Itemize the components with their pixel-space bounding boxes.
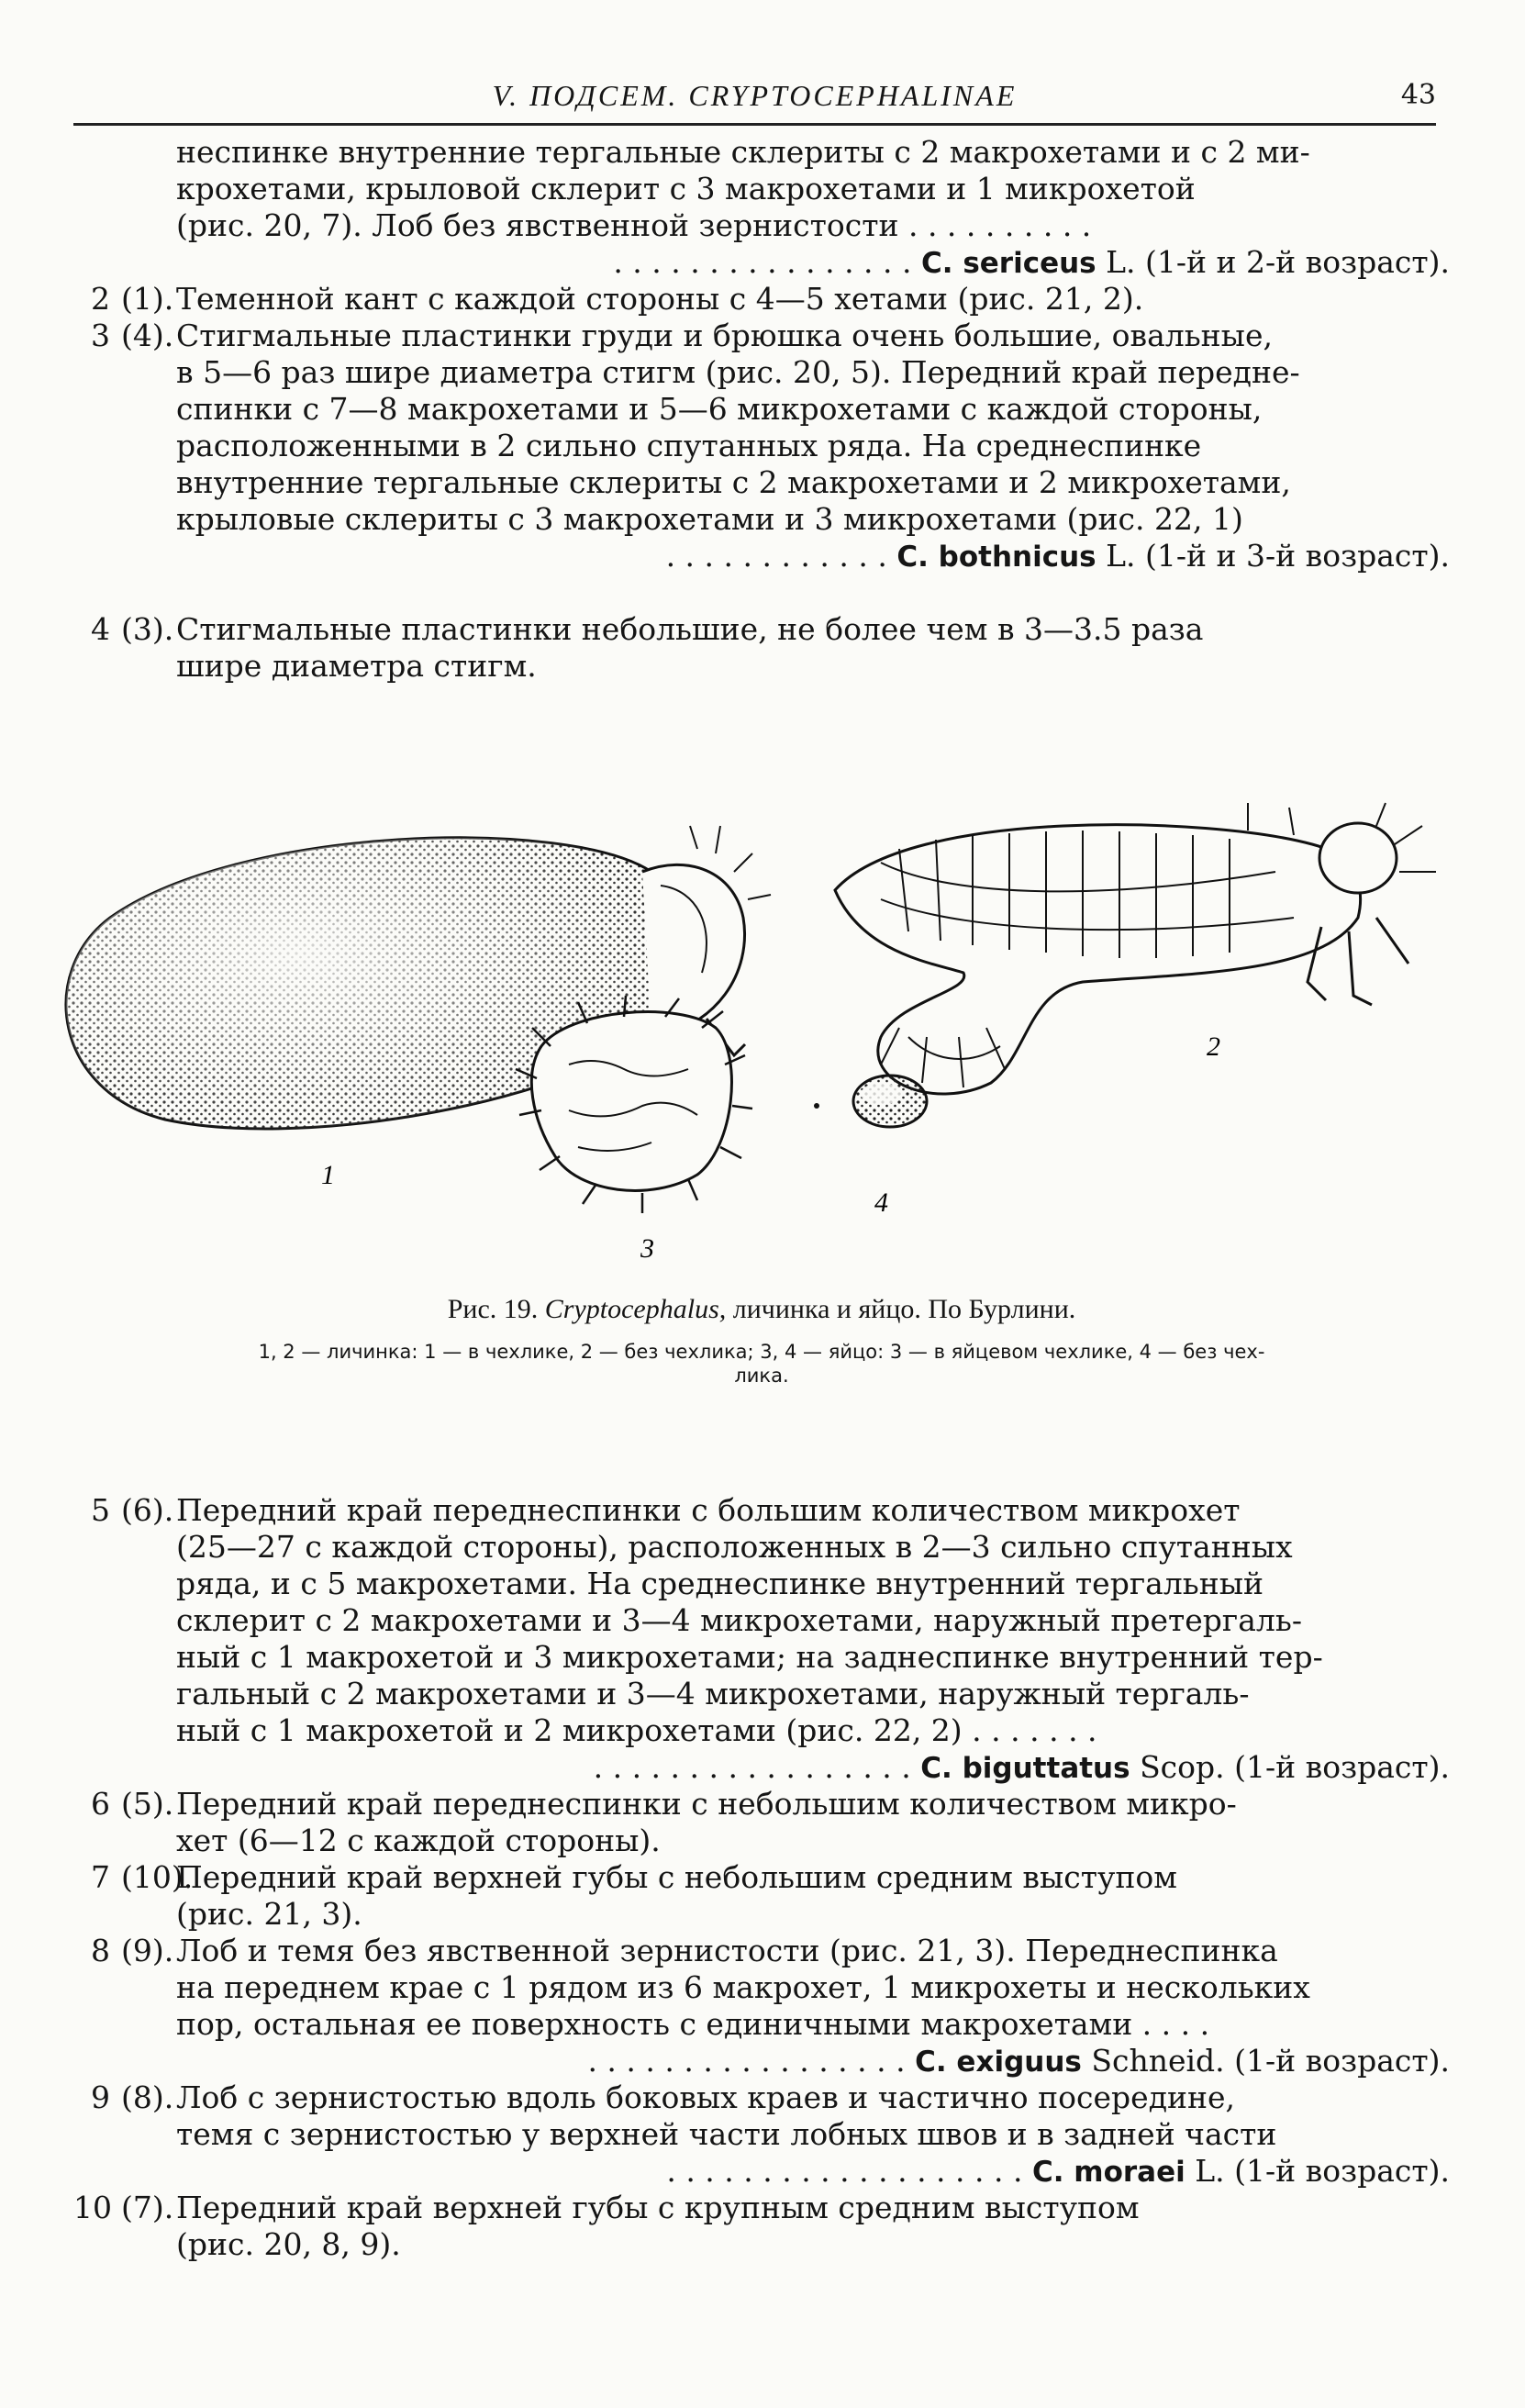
- entry-line: Передний край переднеспинки с небольшим количеством микро-: [176, 1786, 1237, 1822]
- entry-number: 4: [91, 611, 110, 647]
- entry-reference: (10).: [121, 1859, 194, 1895]
- legend-line: 1, 2 — личинка: 1 — в чехлике, 2 — без чехлика; 3, 4 — яйцо: 3 — в яйцевом чехлике, 4 — без чех-: [258, 1341, 1265, 1363]
- species-name: C. biguttatus: [920, 1752, 1130, 1785]
- entry-number: 6: [91, 1786, 110, 1822]
- entry-line: ный с 1 макрохетой и 3 микрохетами; на заднеспинке внутренний тер-: [176, 1639, 1323, 1675]
- entry-line: темя с зернистостью у верхней части лобных швов и в задней части: [176, 2116, 1277, 2152]
- figure-label-3: 3: [640, 1233, 654, 1264]
- figure-legend: [73, 1340, 1450, 1388]
- entry-reference: (7).: [121, 2190, 174, 2225]
- egg-drawing: [814, 1076, 927, 1127]
- entry-line: Передний край переднеспинки с большим количеством микрохет: [176, 1492, 1241, 1528]
- figure-label-1: 1: [321, 1160, 335, 1190]
- entry-reference: (6).: [121, 1492, 174, 1528]
- legend-line: лика.: [734, 1365, 789, 1387]
- entry-number: 10: [73, 2190, 112, 2225]
- entry-reference: (4).: [121, 318, 174, 353]
- entry-line: Стигмальные пластинки груди и брюшка очень большие, овальные,: [176, 318, 1273, 353]
- entry-number: 7: [91, 1859, 110, 1895]
- entry-line: (рис. 21, 3).: [176, 1896, 362, 1932]
- entry-line: ный с 1 макрохетой и 2 микрохетами (рис. 22, 2) . . . . . . .: [176, 1712, 1097, 1748]
- key-entry-8: [73, 1933, 1450, 2080]
- species-name: C. moraei: [1031, 2156, 1185, 2189]
- entry-line: крохетами, крыловой склерит с 3 макрохетами и 1 микрохетой: [176, 171, 1196, 206]
- key-entry-10: [73, 2190, 1450, 2263]
- figure-label-4: 4: [874, 1187, 888, 1218]
- leader-dots: . . . . . . . . . . . . . . . . . . .: [666, 2153, 1023, 2189]
- entry-reference: (3).: [121, 611, 174, 647]
- entry-line: Теменной кант с каждой стороны с 4—5 хетами (рис. 21, 2).: [176, 281, 1144, 317]
- entry-number: 5: [91, 1492, 110, 1528]
- figure-19-illustration: [55, 762, 1468, 1276]
- entry-number: 3: [91, 318, 110, 353]
- entry-line: Лоб и темя без явственной зернистости (рис. 21, 3). Переднеспинка: [176, 1933, 1278, 1968]
- entry-line: Передний край верхней губы с небольшим средним выступом: [176, 1859, 1177, 1895]
- entry-reference: (5).: [121, 1786, 174, 1822]
- entry-line: в 5—6 раз шире диаметра стигм (рис. 20, 5). Передний край передне-: [176, 354, 1300, 390]
- key-entry-9: [73, 2079, 1450, 2191]
- caption-text: личинка и яйцо. По Бурлини.: [732, 1294, 1076, 1324]
- running-header: [73, 72, 1436, 126]
- entry-line: расположенными в 2 сильно спутанных ряда. На среднеспинке: [176, 428, 1202, 463]
- chapter-title: V. ПОДСЕМ. CRYPTOCEPHALINAE: [492, 79, 1018, 112]
- species-name: C. sericeus: [921, 247, 1096, 280]
- entry-line: шире диаметра стигм.: [176, 648, 537, 684]
- species-name: C. bothnicus: [896, 541, 1096, 574]
- larva-without-case-drawing: [835, 803, 1436, 1094]
- species-author: L. (1-й и 3-й возраст).: [1106, 538, 1450, 574]
- species-name: C. exiguus: [915, 2046, 1082, 2079]
- entry-line: (25—27 с каждой стороны), расположенных в 2—3 сильно спутанных: [176, 1529, 1293, 1565]
- species-author: Schneid. (1-й возраст).: [1091, 2043, 1450, 2079]
- species-author: L. (1-й и 2-й возраст).: [1106, 244, 1450, 280]
- key-entry-3: [73, 318, 1450, 575]
- species-line: [176, 244, 1450, 282]
- entry-reference: (8).: [121, 2079, 174, 2115]
- entry-reference: (1).: [121, 281, 174, 317]
- leader-dots: . . . . . . . . . . . . . . . . .: [593, 1749, 911, 1785]
- entry-line: неспинке внутренние тергальные склериты с 2 макрохетами и с 2 ми-: [176, 134, 1310, 170]
- entry-number: 9: [91, 2079, 110, 2115]
- entry-line: (рис. 20, 8, 9).: [176, 2226, 401, 2262]
- entry-line: Лоб с зернистостью вдоль боковых краев и частично посередине,: [176, 2079, 1236, 2115]
- entry-line: гальный с 2 макрохетами и 3—4 микрохетами, наружный тергаль-: [176, 1676, 1250, 1711]
- page-number: 43: [1400, 79, 1436, 111]
- species-author: L. (1-й возраст).: [1195, 2153, 1450, 2189]
- key-entry-6: [73, 1786, 1450, 1859]
- entry-line: на переднем крае с 1 рядом из 6 макрохет, 1 микрохеты и нескольких: [176, 1969, 1310, 2005]
- entry-line: склерит с 2 макрохетами и 3—4 микрохетами, наружный претергаль-: [176, 1602, 1302, 1638]
- species-author: Scop. (1-й возраст).: [1140, 1749, 1450, 1785]
- species-line: [176, 538, 1450, 575]
- leader-dots: . . . . . . . . . . . . . . . .: [613, 244, 912, 280]
- species-line: [176, 1749, 1450, 1787]
- entry-line: Передний край верхней губы с крупным средним выступом: [176, 2190, 1140, 2225]
- key-entry-7: [73, 1859, 1450, 1933]
- entry-line: хет (6—12 с каждой стороны).: [176, 1823, 661, 1858]
- entry-line: пор, остальная ее поверхность с единичными макрохетами . . . .: [176, 2006, 1210, 2042]
- species-line: [176, 2153, 1450, 2191]
- caption-prefix: Рис. 19.: [447, 1294, 539, 1324]
- key-entry-5: [73, 1492, 1450, 1787]
- entry-line: ряда, и с 5 макрохетами. На среднеспинке внутренний тергальный: [176, 1566, 1263, 1601]
- leader-dots: . . . . . . . . . . . .: [665, 538, 887, 574]
- figure-caption: [73, 1294, 1450, 1325]
- key-entry-2: [73, 281, 1450, 318]
- entry-line: спинки с 7—8 макрохетами и 5—6 микрохетами с каждой стороны,: [176, 391, 1263, 427]
- figure-label-2: 2: [1207, 1031, 1220, 1062]
- entry-line: внутренние тергальные склериты с 2 макрохетами и 2 микрохетами,: [176, 464, 1291, 500]
- entry-line: крыловые склериты с 3 макрохетами и 3 микрохетами (рис. 22, 1): [176, 501, 1243, 537]
- key-entry-continuation: [73, 134, 1450, 282]
- leader-dots: . . . . . . . . . . . . . . . . .: [587, 2043, 906, 2079]
- key-entry-4: [73, 611, 1450, 685]
- entry-line: Стигмальные пластинки небольшие, не более чем в 3—3.5 раза: [176, 611, 1204, 647]
- species-line: [176, 2043, 1450, 2080]
- entry-number: 8: [91, 1933, 110, 1968]
- entry-line: (рис. 20, 7). Лоб без явственной зернистости . . . . . . . . . .: [176, 207, 1092, 243]
- caption-genus: Cryptocephalus,: [544, 1294, 727, 1324]
- entry-number: 2: [91, 281, 110, 317]
- entry-reference: (9).: [121, 1933, 174, 1968]
